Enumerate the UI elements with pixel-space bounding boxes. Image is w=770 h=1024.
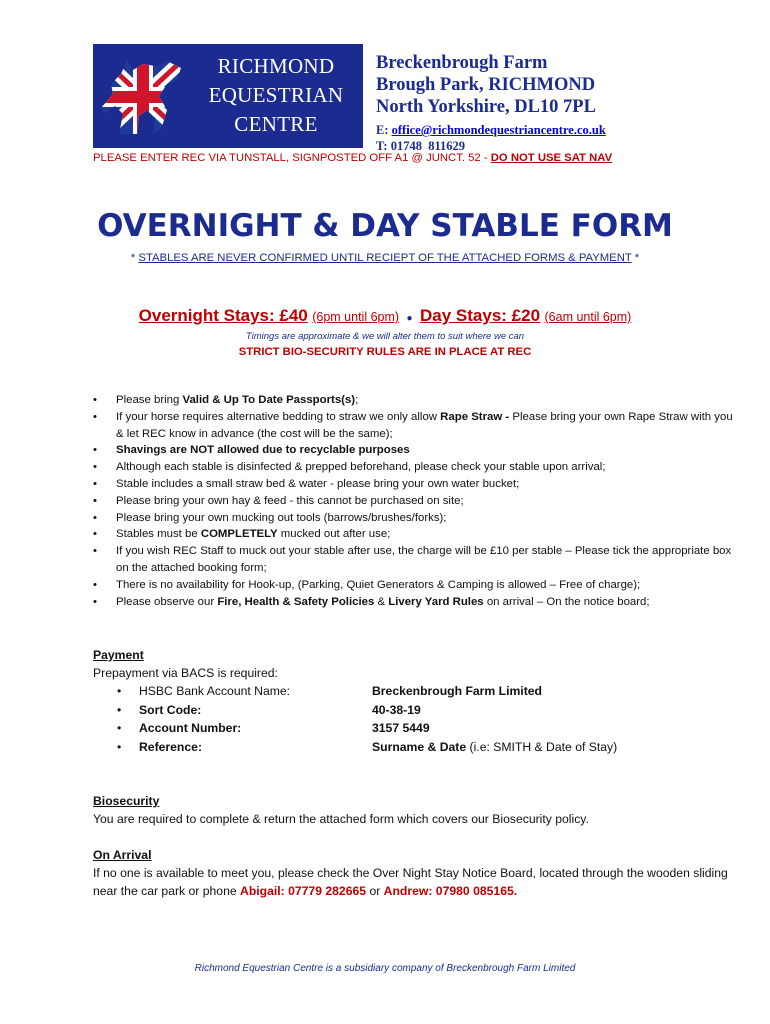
timings-note: Timings are approximate & we will alter them to suit where we can	[245, 331, 525, 342]
payment-value	[372, 740, 617, 754]
biosecurity-text: You are required to complete & return the attached form which covers our Biosecurity policy.	[93, 812, 589, 826]
star: *	[130, 252, 136, 264]
bullet-dot-icon: ●	[406, 313, 413, 324]
rule-text: Please bring your own Rape Straw with you & let REC know in advance (the cost will be the same);	[116, 410, 733, 440]
logo-line: EQUESTRIAN	[208, 83, 344, 107]
address-line: North Yorkshire, DL10 7PL	[376, 97, 596, 117]
overnight-price: Overnight Stays: £40	[138, 306, 308, 325]
phone-label: T:	[376, 139, 388, 153]
logo-line: RICHMOND	[217, 54, 335, 78]
list-item	[93, 510, 733, 527]
sat-nav-warning: DO NOT USE SAT NAV	[490, 152, 613, 164]
rule-text: Please bring your own mucking out tools (barrows/brushes/forks);	[116, 511, 447, 524]
directions-text: PLEASE ENTER REC VIA TUNSTALL, SIGNPOSTED OFF A1 @ JUNCT. 52 -	[93, 152, 491, 164]
list-item	[93, 459, 733, 476]
day-hours: (6am until 6pm)	[544, 310, 632, 324]
phone-number: 01748 811629	[390, 139, 466, 153]
list-item	[93, 526, 733, 543]
rule-text: Stable includes a small straw bed & water - please bring your own water bucket;	[116, 477, 520, 490]
bullet-icon: •	[117, 739, 122, 754]
rule-text: Please bring	[116, 394, 183, 406]
rule-text: There is no availability for Hook-up, (Parking, Quiet Generators & Camping is allowed – Free of charge);	[116, 578, 641, 591]
rule-emphasis: Rape Straw -	[440, 410, 513, 423]
arrival-text	[93, 864, 733, 900]
list-item	[93, 476, 733, 493]
list-item	[93, 392, 733, 409]
star: *	[634, 252, 640, 264]
arrival-instructions: If no one is available to meet you, please check the Over Night Stay Notice Board, located through the wooden sliding near the car park or phone	[93, 866, 728, 898]
rule-text: mucked out after use;	[277, 528, 391, 541]
bullet-icon: •	[117, 684, 122, 698]
day-price: Day Stays: £20	[420, 306, 541, 325]
or-text: or	[366, 884, 384, 898]
payment-key: Reference:	[139, 739, 202, 754]
bullet-icon: •	[117, 721, 122, 735]
reference-format: Surname & Date	[372, 739, 467, 754]
directions-note	[93, 152, 612, 164]
logo-text	[191, 52, 361, 139]
rule-text: If your horse requires alternative bedding to straw we only allow	[116, 410, 441, 423]
rule-emphasis: Livery Yard Rules	[388, 595, 484, 608]
payment-heading: Payment	[93, 648, 144, 662]
payment-key: HSBC Bank Account Name:	[139, 684, 291, 698]
biosecurity-heading: Biosecurity	[93, 794, 160, 808]
list-item	[93, 493, 733, 510]
logo-line: CENTRE	[234, 112, 318, 136]
page-title: OVERNIGHT & DAY STABLE FORM	[97, 208, 673, 244]
contact-andrew: Andrew: 07980 085165.	[383, 884, 518, 898]
rule-emphasis: Valid & Up To Date Passports(s)	[182, 394, 356, 406]
rule-emphasis: COMPLETELY	[200, 528, 278, 541]
payment-key: Sort Code:	[139, 702, 202, 717]
list-item	[93, 577, 733, 594]
rule-text: on arrival – On the notice board;	[483, 595, 650, 608]
email-row	[376, 122, 606, 138]
list-item	[93, 409, 733, 443]
list-item	[93, 442, 733, 459]
rule-text: Although each stable is disinfected & prepped beforehand, please check your stable upon arrival;	[116, 461, 606, 474]
rule-text: Please observe our	[116, 595, 218, 608]
rule-text: Please bring your own hay & feed - this cannot be purchased on site;	[116, 494, 464, 507]
rule-text: Stables must be	[116, 528, 201, 541]
email-label: E:	[376, 123, 389, 137]
address-line: Breckenbrough Farm	[376, 53, 548, 73]
address-line: Brough Park, RICHMOND	[376, 75, 596, 95]
rule-text: If you wish REC Staff to muck out your stable after use, the charge will be £10 per stable – Please tick the appropriate box on the attached booking form;	[116, 545, 732, 574]
overnight-hours: (6pm until 6pm)	[312, 310, 400, 324]
footer-note: Richmond Equestrian Centre is a subsidiary company of Breckenbrough Farm Limited	[194, 963, 576, 974]
price-line	[0, 306, 770, 326]
biosecurity-rule: STRICT BIO-SECURITY RULES ARE IN PLACE AT REC	[238, 346, 532, 358]
payment-value: Breckenbrough Farm Limited	[372, 684, 542, 698]
reference-example: (i.e: SMITH & Date of Stay)	[466, 739, 618, 754]
payment-intro: Prepayment via BACS is required:	[93, 666, 278, 680]
confirmation-notice	[0, 252, 770, 264]
rule-text: &	[374, 595, 389, 608]
bullet-icon: •	[117, 702, 122, 717]
rule-emphasis: Fire, Health & Safety Policies	[217, 595, 375, 608]
contact-abigail: Abigail: 07779 282665	[240, 884, 367, 898]
payment-value: 3157 5449	[372, 721, 430, 735]
address-block	[376, 52, 606, 154]
payment-key: Account Number:	[139, 721, 242, 735]
union-jack-horse-icon	[97, 54, 189, 140]
logo	[93, 44, 363, 148]
rule-emphasis: Shavings are NOT allowed due to recyclable purposes	[116, 444, 410, 457]
email-link[interactable]: office@richmondequestriancentre.co.uk	[391, 123, 606, 137]
rules-list	[93, 392, 733, 610]
payment-value: 40-38-19	[372, 702, 421, 717]
confirmation-text: STABLES ARE NEVER CONFIRMED UNTIL RECIEPT OF THE ATTACHED FORMS & PAYMENT	[138, 252, 632, 264]
rule-text: ;	[355, 394, 359, 406]
arrival-heading: On Arrival	[93, 848, 152, 862]
list-item	[93, 594, 733, 611]
list-item	[93, 543, 733, 577]
